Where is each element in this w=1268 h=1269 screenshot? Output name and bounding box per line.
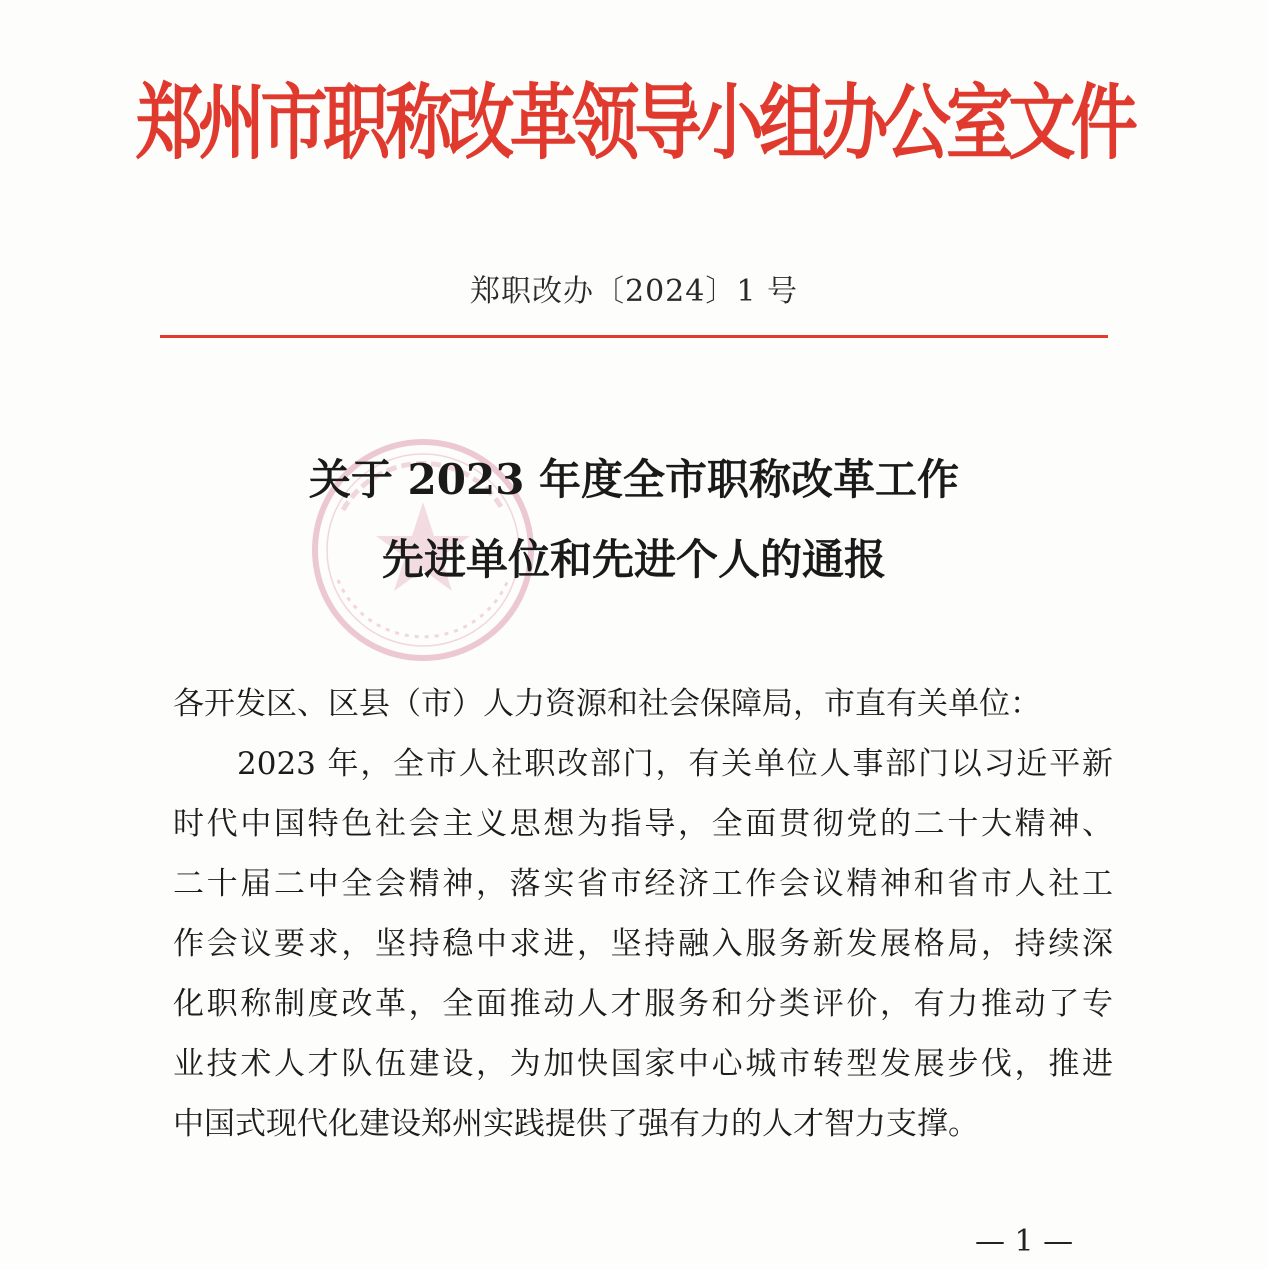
page-number: — 1 — bbox=[975, 1224, 1074, 1259]
body-line-5: 化职称制度改革，全面推动人才服务和分类评价，有力推动了专 bbox=[173, 986, 1113, 1022]
body-line-7: 中国式现代化建设郑州实践提供了强有力的人才智力支撑。 bbox=[173, 1106, 979, 1142]
body-line-2: 时代中国特色社会主义思想为指导，全面贯彻党的二十大精神、 bbox=[173, 806, 1113, 842]
body-line-4: 作会议要求，坚持稳中求进，坚持融入服务新发展格局，持续深 bbox=[173, 926, 1113, 962]
document-number: 郑职改办〔2024〕1 号 bbox=[470, 274, 798, 309]
body-line-3: 二十届二中全会精神，落实省市经济工作会议精神和省市人社工 bbox=[173, 866, 1113, 902]
document-title-line-2: 先进单位和先进个人的通报 bbox=[381, 535, 886, 584]
masthead-title: 郑州市职称改革领导小组办公室文件 bbox=[135, 75, 1133, 171]
body-line-1: 2023 年，全市人社职改部门，有关单位人事部门以习近平新 bbox=[237, 746, 1113, 782]
red-divider-rule bbox=[160, 335, 1108, 338]
body-line-6: 业技术人才队伍建设，为加快国家中心城市转型发展步伐，推进 bbox=[173, 1046, 1113, 1082]
salutation: 各开发区、区县（市）人力资源和社会保障局，市直有关单位： bbox=[173, 686, 1041, 722]
document-title-line-1: 关于 2023 年度全市职称改革工作 bbox=[308, 455, 960, 504]
